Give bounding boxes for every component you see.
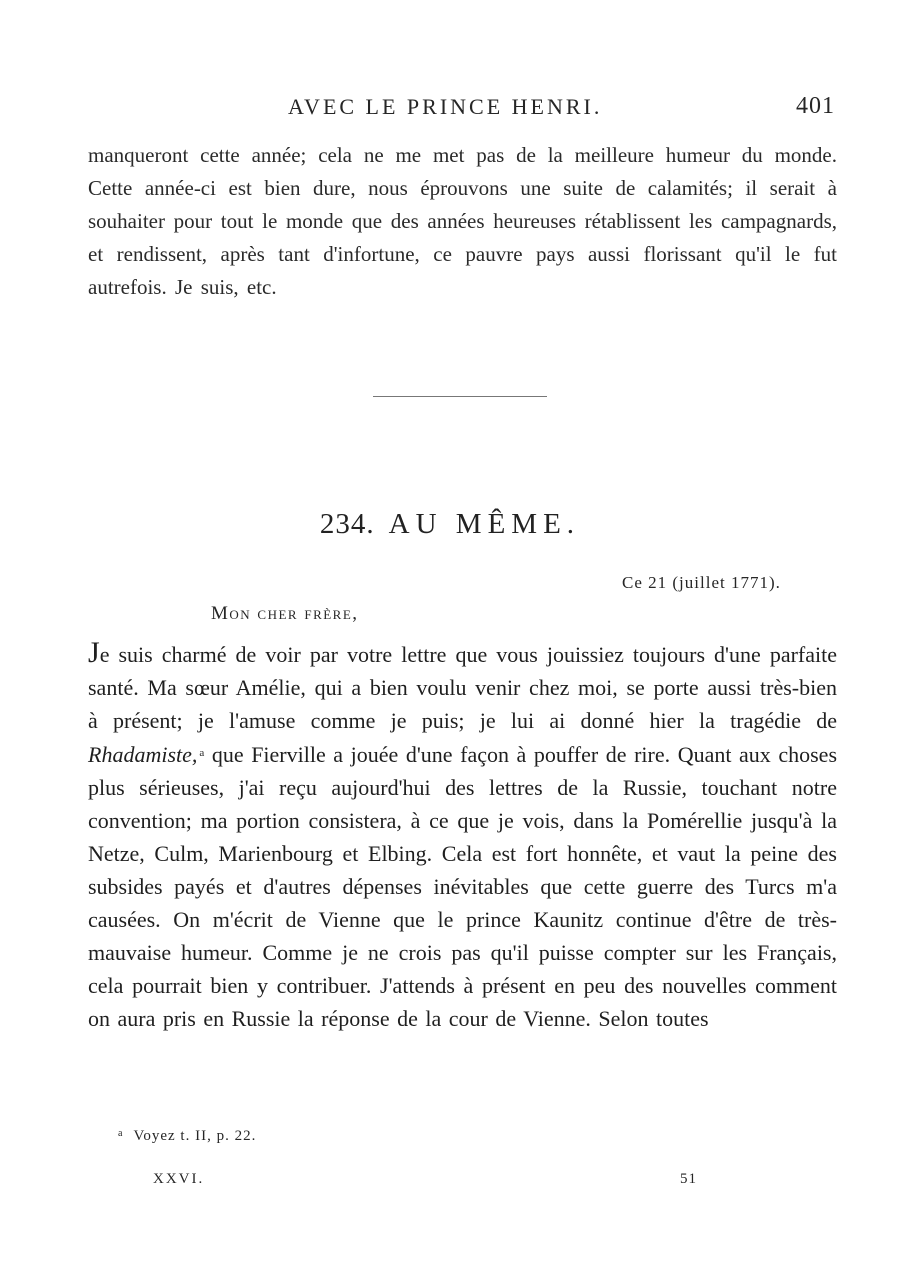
footnote-text: Voyez t. II, p. 22.: [133, 1128, 257, 1144]
sheet-number: 51: [680, 1171, 697, 1187]
letter-text-part-2: que Fierville a jouée d'une façon à pouffer de rire. Quant aux choses plus sérieuses, j'ai reçu aujourd'hui des lettres de la Russie, touchant notre convention; ma portion consistera, à ce que je vois, dans la Pomérellie jusqu'à la Netze, Culm, Marienbourg et Elbing. Cela est fort honnête, et vaut la peine des subsides payés et d'autres dépenses inévitables que cette guerre des Turcs m'a causées. On m'écrit de Vienne que le prince Kaunitz continue d'être de très-mauvaise humeur. Comme je ne crois pas qu'il puisse compter sur les Français, cela pourrait bien y contribuer. J'attends à présent en peu des nouvelles comment on aura pris en Russie la réponse de la cour de Vienne. Selon toutes: [88, 742, 838, 1031]
footnote-reference: a: [199, 747, 205, 759]
drop-cap: J: [88, 636, 100, 669]
letter-body: [88, 638, 837, 1035]
previous-letter-paragraph: manqueront cette année; cela ne me met pas de la meilleure humeur du monde. Cette année-ci est bien dure, nous éprouvons une suite de calamités; il serait à souhaiter pour tout le monde que des années heureuses rétablissent les campagnards, et rendissent, après tant d'infortune, ce pauvre pays aussi florissant qu'il le fut autrefois. Je suis, etc.: [88, 143, 837, 299]
italic-play-title: Rhadamiste,: [88, 742, 198, 767]
signature-mark: XXVI.: [153, 1171, 205, 1187]
letter-text-part-1: e suis charmé de voir par votre lettre que vous jouissiez toujours d'une parfaite santé. Ma sœur Amélie, qui a bien voulu venir chez moi, se porte aussi très-bien à présent; je l'amuse comme je puis; je lui ai donné hier la tragédie de: [88, 642, 837, 733]
footnote: [118, 1128, 256, 1145]
previous-letter-ending: [88, 139, 837, 304]
running-header: [0, 94, 900, 124]
letter-number: 234.: [319, 508, 375, 540]
running-title: AVEC LE PRINCE HENRI.: [288, 94, 603, 119]
salutation: Mon cher frère,: [211, 603, 359, 624]
footnote-mark: a: [118, 1128, 124, 1139]
page-number: 401: [796, 93, 835, 119]
letter-paragraph: [88, 638, 837, 1035]
letter-heading: [0, 508, 900, 541]
letter-title: AU MÊME.: [388, 508, 581, 540]
dateline: Ce 21 (juillet 1771).: [622, 573, 781, 592]
section-divider: [373, 396, 547, 397]
